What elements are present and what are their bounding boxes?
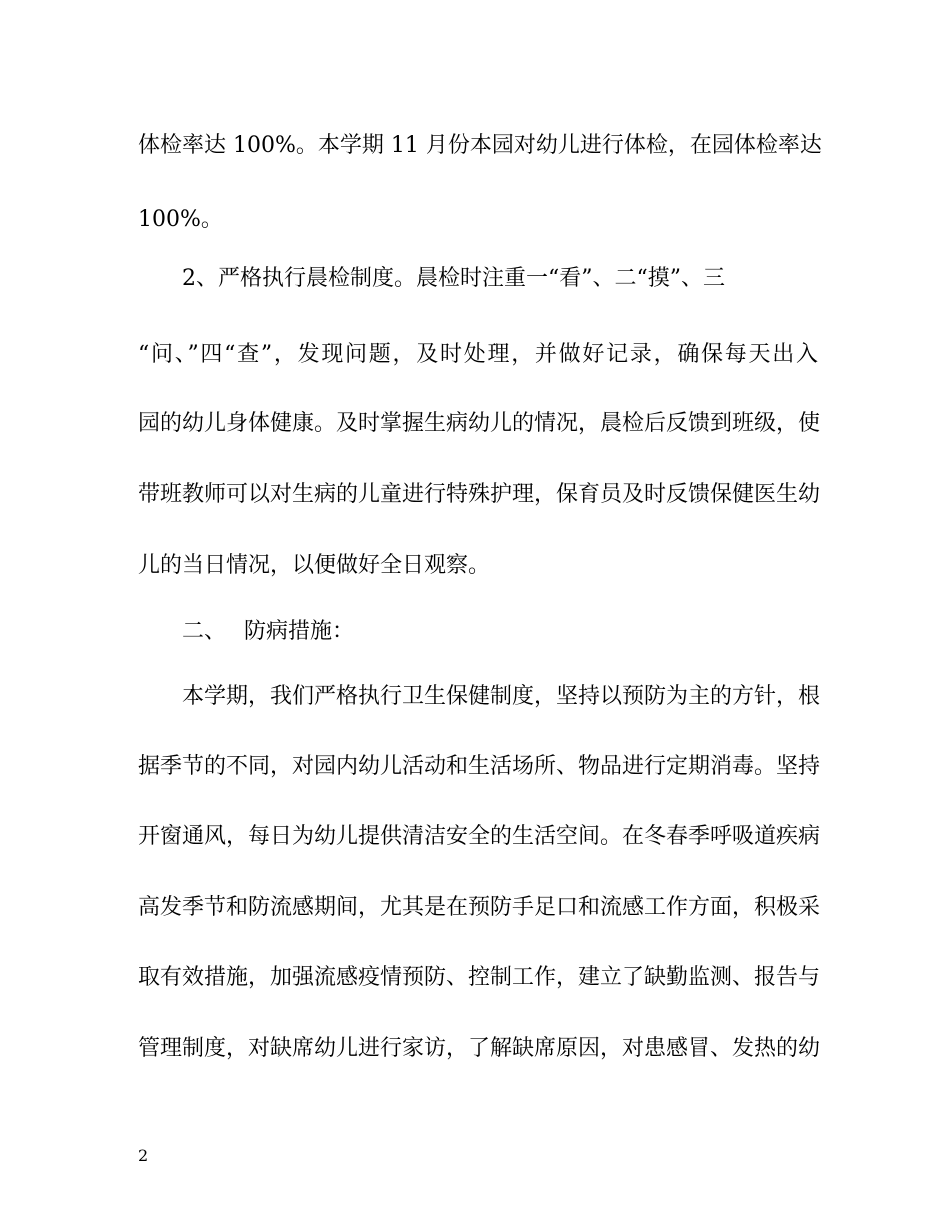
page-number: 2 <box>138 1146 149 1165</box>
paragraph-2-line-3: 园的幼儿身体健康。及时掌握生病幼儿的情况，晨检后反馈到班级，使 <box>138 411 821 436</box>
paragraph-2-line-4: 带班教师可以对生病的儿童进行特殊护理，保育员及时反馈保健医生幼 <box>138 482 821 507</box>
paragraph-3-line-6: 管理制度，对缺席幼儿进行家访，了解缺席原因，对患感冒、发热的幼 <box>138 1036 821 1061</box>
paragraph-3-line-1: 本学期，我们严格执行卫生保健制度，坚持以预防为主的方针，根 <box>182 684 821 709</box>
paragraph-3-line-5: 取有效措施，加强流感疫情预防、控制工作，建立了缺勤监测、报告与 <box>138 965 821 990</box>
section-heading <box>182 617 862 647</box>
paragraph-2-line-1: 2、严格执行晨检制度。晨检时注重一“看”、二“摸”、三 <box>182 266 725 291</box>
text-line-2: 100%。 <box>138 207 223 232</box>
paragraph-3-line-3: 开窗通风，每日为幼儿提供清洁安全的生活空间。在冬春季呼吸道疾病 <box>138 824 821 849</box>
paragraph-2-line-5: 儿的当日情况，以便做好全日观察。 <box>138 553 491 578</box>
paragraph-3-line-2: 据季节的不同，对园内幼儿活动和生活场所、物品进行定期消毒。坚持 <box>138 754 821 779</box>
section-heading-title: 防病措施： <box>244 619 355 644</box>
paragraph-3-line-4: 高发季节和防流感期间，尤其是在预防手足口和流感工作方面，积极采 <box>138 895 821 920</box>
paragraph-2-line-2: “问、”四“查”，发现问题，及时处理，并做好记录，确保每天出入 <box>138 342 818 367</box>
text-line-1: 体检率达 100%。本学期 11 月份本园对幼儿进行体检，在园体检率达 <box>138 133 822 158</box>
section-heading-number: 二、 <box>182 619 227 644</box>
